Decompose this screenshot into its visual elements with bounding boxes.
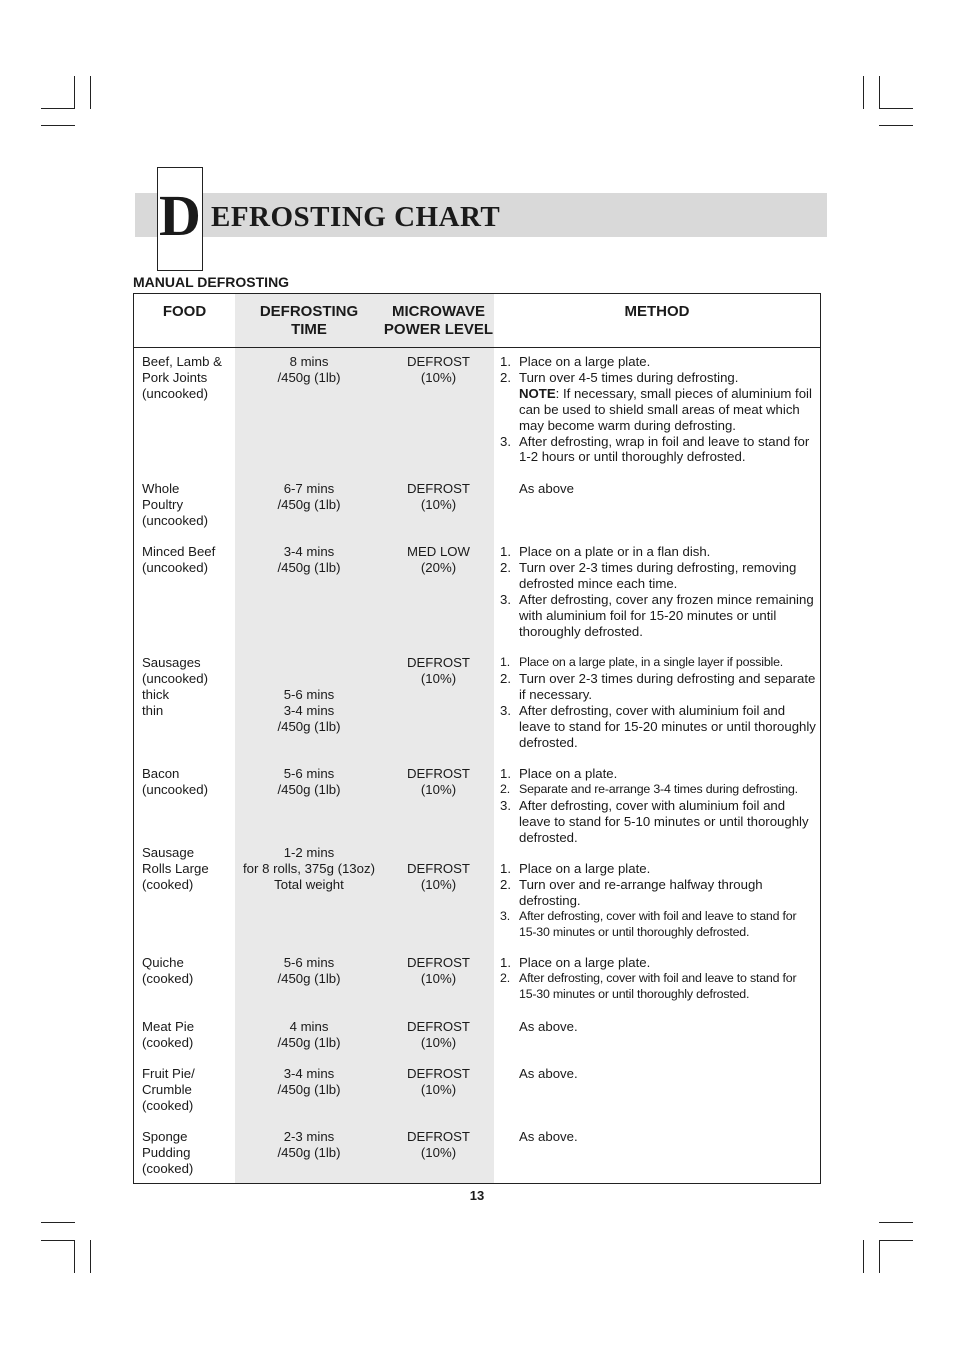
power-cell: DEFROST (10%) — [406, 1129, 470, 1160]
time-cell: 4 mins /450g (1lb) — [277, 1019, 341, 1050]
list-item: 1. Place on a plate or in a flan dish. — [500, 544, 711, 559]
time-cell: 2-3 mins /450g (1lb) — [277, 1129, 341, 1160]
food-cell: Fruit Pie/ Crumble (cooked) — [142, 1066, 195, 1113]
power-cell: DEFROST (10%) — [406, 1066, 470, 1097]
power-cell: DEFROST (10%) — [406, 354, 470, 385]
list-item: 3. After defrosting, cover any frozen mince remaining with aluminium foil for 15-20 minutes or until thoroughly defrosted. — [500, 591, 814, 639]
power-cell: DEFROST (10%) — [406, 481, 470, 512]
method-cell — [500, 861, 816, 941]
time-cell: 5-6 mins 3-4 mins /450g (1lb) — [277, 687, 341, 734]
food-cell: Meat Pie (cooked) — [142, 1019, 195, 1050]
column-header-food: FOOD — [162, 303, 207, 320]
method-cell: As above. — [519, 1066, 578, 1081]
power-cell: DEFROST (10%) — [406, 766, 470, 797]
list-item: 1. Place on a plate. — [500, 766, 618, 781]
list-item: 2. Turn over and re-arrange halfway through defrosting. — [500, 876, 763, 908]
column-header-time: DEFROSTING TIME — [259, 303, 359, 338]
food-cell: Bacon (uncooked) — [142, 766, 208, 797]
power-cell: DEFROST (10%) — [406, 1019, 470, 1050]
list-item: 1. Place on a large plate, in a single layer if possible. — [500, 655, 784, 669]
list-item: 3. After defrosting, cover with aluminium foil and leave to stand for 5-10 minutes or until thoroughly defrosted. — [500, 797, 809, 845]
food-cell: Quiche (cooked) — [142, 955, 194, 986]
food-cell: Beef, Lamb & Pork Joints (uncooked) — [142, 354, 222, 401]
time-cell: 3-4 mins /450g (1lb) — [277, 544, 341, 575]
method-cell — [500, 766, 816, 846]
time-cell: 6-7 mins /450g (1lb) — [277, 481, 341, 512]
page-number: 13 — [469, 1188, 485, 1203]
method-cell: As above. — [519, 1129, 578, 1144]
method-cell — [500, 955, 816, 1003]
list-item: 2. Separate and re-arrange 3-4 times during defrosting. — [500, 781, 798, 796]
method-cell — [500, 544, 816, 639]
time-cell: 5-6 mins /450g (1lb) — [277, 766, 341, 797]
list-item: 1. Place on a large plate. — [500, 955, 651, 970]
power-cell: DEFROST (10%) — [406, 955, 470, 986]
food-cell: Minced Beef (uncooked) — [142, 544, 216, 575]
list-item: 1. Place on a large plate. — [500, 354, 651, 369]
note-text: NOTE: If necessary, small pieces of aluminium foil can be used to shield small areas of meat which may become warm during defrosting. — [519, 385, 812, 433]
header-divider — [134, 347, 820, 348]
list-item: 2. After defrosting, cover with foil and leave to stand for 15-30 minutes or until thoroughly defrosted. — [500, 970, 797, 1001]
list-item: 1. Place on a large plate. — [500, 861, 651, 876]
list-item: 3. After defrosting, cover with aluminium foil and leave to stand for 15-20 minutes or until thoroughly defrosted. — [500, 702, 816, 750]
food-cell: Sausages (uncooked) thick thin — [142, 655, 208, 718]
list-item: 3. After defrosting, wrap in foil and leave to stand for 1-2 hours or until thoroughly defrosted. — [500, 433, 810, 465]
power-cell: MED LOW (20%) — [406, 544, 470, 575]
initial-letter: D — [159, 183, 201, 248]
list-item: 2. Turn over 4-5 times during defrosting. — [500, 369, 739, 385]
method-cell: As above — [519, 481, 574, 496]
food-cell: Whole Poultry (uncooked) — [142, 481, 208, 528]
time-cell: 3-4 mins /450g (1lb) — [277, 1066, 341, 1097]
section-title: MANUAL DEFROSTING — [133, 274, 290, 290]
time-cell: 8 mins /450g (1lb) — [277, 354, 341, 385]
column-header-power: MICROWAVE POWER LEVEL — [383, 303, 494, 338]
list-item: 3. After defrosting, cover with foil and leave to stand for 15-30 minutes or until thoroughly defrosted. — [500, 908, 797, 939]
power-cell: DEFROST (10%) — [406, 655, 470, 686]
column-header-method: METHOD — [624, 303, 690, 320]
time-cell: 1-2 mins for 8 rolls, 375g (13oz) Total weight — [243, 845, 375, 892]
time-cell: 5-6 mins /450g (1lb) — [277, 955, 341, 986]
list-item: 2. Turn over 2-3 times during defrosting and separate if necessary. — [500, 670, 816, 702]
power-cell: DEFROST (10%) — [406, 861, 470, 892]
method-cell — [500, 354, 816, 465]
page-title: EFROSTING CHART — [211, 201, 501, 233]
method-cell: As above. — [519, 1019, 578, 1034]
defrosting-table — [133, 293, 821, 1184]
list-item: 2. Turn over 2-3 times during defrosting, removing defrosted mince each time. — [500, 559, 797, 591]
method-cell — [500, 655, 816, 750]
food-cell: Sponge Pudding (cooked) — [142, 1129, 194, 1176]
food-cell: Sausage Rolls Large (cooked) — [142, 845, 209, 892]
